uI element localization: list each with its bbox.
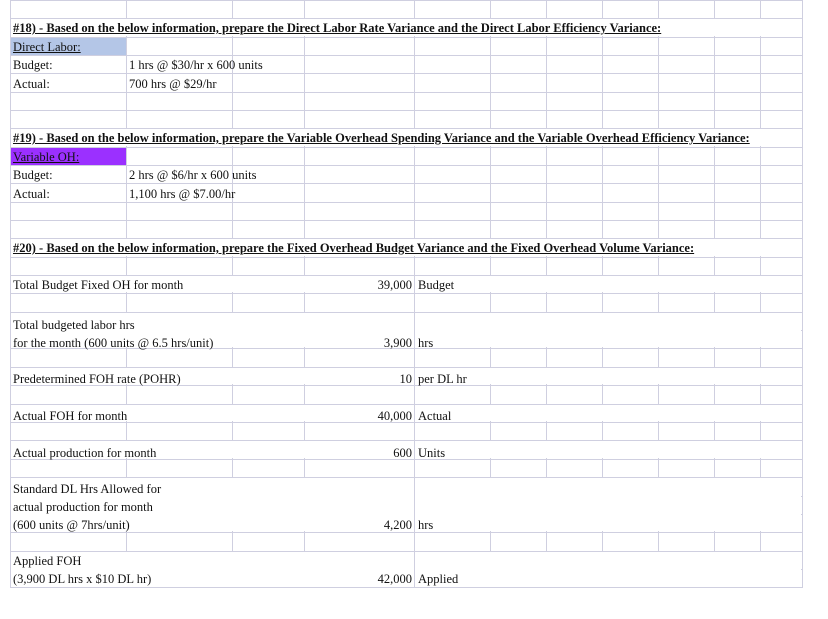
gridline [10,92,802,93]
q20-item-amount: 42,000 [377,572,412,586]
q20-item-label: for the month (600 units @ 6.5 hrs/unit) [13,336,214,350]
q20-item-label: Actual production for month [13,446,157,460]
q20-item-label: Applied FOH [13,554,82,568]
gridline [10,73,802,74]
q20-item-amount: 39,000 [377,278,412,292]
gridline [10,147,802,148]
gridline [10,293,802,294]
q19-actual-label: Actual: [13,187,50,201]
gridline [10,220,802,221]
q19-actual-value: 1,100 hrs @ $7.00/hr [129,187,236,201]
gridline [10,55,802,56]
q20-item-unit: hrs [418,336,434,350]
gridline [10,0,802,1]
q20-heading: #20) - Based on the below information, prepare the Fixed Overhead Budget Variance and the Fixed Overhead Volume Variance: [13,241,695,255]
q18-actual-value: 700 hrs @ $29/hr [129,77,217,91]
q18-budget-label: Budget: [13,58,53,72]
q20-item-label: actual production for month [13,500,153,514]
q20-item-unit: Budget [418,278,455,292]
q20-item-label: Actual FOH for month [13,409,128,423]
q19-budget-value: 2 hrs @ $6/hr x 600 units [129,168,257,182]
gridline [10,202,802,203]
q18-section-label: Direct Labor: [13,40,81,54]
q19-heading: #19) - Based on the below information, prepare the Variable Overhead Spending Variance and the Variable Overhead Efficiency Variance: [13,131,750,145]
gridline [10,257,802,258]
q20-item-label: (3,900 DL hrs x $10 DL hr) [13,572,152,586]
q20-item-label: Predetermined FOH rate (POHR) [13,372,181,386]
q20-item-unit: hrs [418,518,434,532]
gridline [10,183,802,184]
q19-budget-label: Budget: [13,168,53,182]
gridline [10,110,802,111]
q20-item-amount: 4,200 [383,518,412,532]
gridline [10,37,802,38]
q18-actual-label: Actual: [13,77,50,91]
q20-item-unit: Actual [418,409,452,423]
gridline [10,165,802,166]
q20-item-unit: per DL hr [418,372,467,386]
q18-heading: #18) - Based on the below information, prepare the Direct Labor Rate Variance and the Direct Labor Efficiency Variance: [13,21,662,35]
q20-item-amount: 3,900 [383,336,412,350]
q20-item-amount: 10 [399,372,412,386]
q20-item-unit: Units [418,446,446,460]
q20-item-label: Total budgeted labor hrs [13,318,135,332]
q20-item-label: (600 units @ 7hrs/unit) [13,518,130,532]
q20-item-amount: 600 [393,446,412,460]
q20-item-label: Standard DL Hrs Allowed for [13,482,162,496]
q20-item-label: Total Budget Fixed OH for month [13,278,184,292]
q20-item-amount: 40,000 [377,409,412,423]
q18-budget-value: 1 hrs @ $30/hr x 600 units [129,58,263,72]
gridline [10,587,802,588]
gridline [10,532,802,533]
q19-section-label: Variable OH: [13,150,80,164]
q20-item-unit: Applied [418,572,459,586]
